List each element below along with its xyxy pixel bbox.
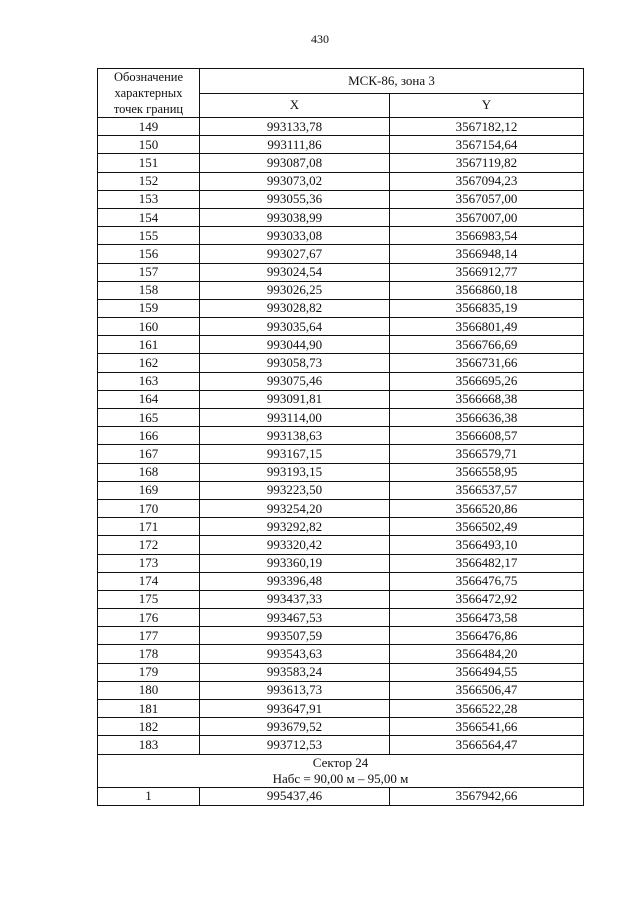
sector-heading <box>98 754 584 787</box>
point-number-cell: 157 <box>98 263 200 281</box>
point-number-cell: 176 <box>98 609 200 627</box>
point-number-cell: 172 <box>98 536 200 554</box>
point-number-cell: 158 <box>98 281 200 299</box>
y-coordinate-cell: 3567094,23 <box>390 172 584 190</box>
y-coordinate-cell: 3566506,47 <box>390 681 584 699</box>
x-coordinate-cell: 993583,24 <box>200 663 390 681</box>
point-number-cell: 1 <box>98 787 200 805</box>
y-coordinate-cell: 3567182,12 <box>390 118 584 136</box>
point-number-cell: 160 <box>98 318 200 336</box>
y-coordinate-cell: 3566484,20 <box>390 645 584 663</box>
point-number-cell: 153 <box>98 190 200 208</box>
y-coordinate-cell: 3566835,19 <box>390 299 584 317</box>
point-number-cell: 166 <box>98 427 200 445</box>
x-coordinate-cell: 993320,42 <box>200 536 390 554</box>
x-coordinate-cell: 993028,82 <box>200 299 390 317</box>
x-coordinate-cell: 993111,86 <box>200 136 390 154</box>
designation-line-1: Обозначение <box>113 70 184 84</box>
point-number-cell: 174 <box>98 572 200 590</box>
x-coordinate-cell: 993193,15 <box>200 463 390 481</box>
x-coordinate-cell: 993712,53 <box>200 736 390 754</box>
y-coordinate-cell: 3567007,00 <box>390 208 584 226</box>
x-column-header: X <box>200 93 390 118</box>
table-row <box>98 445 584 463</box>
table-row <box>98 299 584 317</box>
table-row <box>98 536 584 554</box>
page-number: 430 <box>311 32 329 46</box>
point-number-cell: 161 <box>98 336 200 354</box>
sector-table-body <box>98 787 584 805</box>
point-number-cell: 168 <box>98 463 200 481</box>
x-coordinate-cell: 993167,15 <box>200 445 390 463</box>
point-number-cell: 159 <box>98 299 200 317</box>
y-coordinate-cell: 3567154,64 <box>390 136 584 154</box>
table-row <box>98 663 584 681</box>
table-row <box>98 590 584 608</box>
point-number-cell: 182 <box>98 718 200 736</box>
point-number-cell: 152 <box>98 172 200 190</box>
y-coordinate-cell: 3566668,38 <box>390 390 584 408</box>
x-coordinate-cell: 993679,52 <box>200 718 390 736</box>
point-number-cell: 177 <box>98 627 200 645</box>
point-number-cell: 167 <box>98 445 200 463</box>
table-row <box>98 372 584 390</box>
x-coordinate-cell: 993467,53 <box>200 609 390 627</box>
point-number-cell: 175 <box>98 590 200 608</box>
x-coordinate-cell: 993114,00 <box>200 409 390 427</box>
y-coordinate-cell: 3566608,57 <box>390 427 584 445</box>
table-row <box>98 572 584 590</box>
designation-line-2: характерных <box>114 86 183 100</box>
y-coordinate-cell: 3566502,49 <box>390 518 584 536</box>
x-coordinate-cell: 993035,64 <box>200 318 390 336</box>
point-number-cell: 162 <box>98 354 200 372</box>
point-number-cell: 170 <box>98 499 200 517</box>
x-coordinate-cell: 993223,50 <box>200 481 390 499</box>
point-number-cell: 149 <box>98 118 200 136</box>
table-row <box>98 245 584 263</box>
table-row <box>98 409 584 427</box>
x-coordinate-cell: 993396,48 <box>200 572 390 590</box>
table-row <box>98 281 584 299</box>
x-coordinate-cell: 993254,20 <box>200 499 390 517</box>
y-coordinate-cell: 3566695,26 <box>390 372 584 390</box>
x-coordinate-cell: 993075,46 <box>200 372 390 390</box>
x-coordinate-cell: 993027,67 <box>200 245 390 263</box>
y-coordinate-cell: 3567942,66 <box>390 787 584 805</box>
designation-line-3: точек границ <box>113 102 184 116</box>
table-row <box>98 318 584 336</box>
y-coordinate-cell: 3566636,38 <box>390 409 584 427</box>
y-coordinate-cell: 3566766,69 <box>390 336 584 354</box>
y-coordinate-cell: 3567057,00 <box>390 190 584 208</box>
table-row <box>98 427 584 445</box>
table-row <box>98 645 584 663</box>
x-coordinate-cell: 993360,19 <box>200 554 390 572</box>
y-coordinate-cell: 3566731,66 <box>390 354 584 372</box>
point-number-cell: 179 <box>98 663 200 681</box>
table-row <box>98 718 584 736</box>
y-coordinate-cell: 3566476,86 <box>390 627 584 645</box>
table-row <box>98 390 584 408</box>
x-coordinate-cell: 993133,78 <box>200 118 390 136</box>
x-coordinate-cell: 993292,82 <box>200 518 390 536</box>
table-row <box>98 627 584 645</box>
point-number-cell: 155 <box>98 227 200 245</box>
table-row <box>98 208 584 226</box>
table-row <box>98 681 584 699</box>
coordinates-table <box>97 68 584 806</box>
x-coordinate-cell: 993026,25 <box>200 281 390 299</box>
table-row <box>98 118 584 136</box>
y-coordinate-cell: 3566564,47 <box>390 736 584 754</box>
point-number-cell: 151 <box>98 154 200 172</box>
y-coordinate-cell: 3566541,66 <box>390 718 584 736</box>
table-row <box>98 136 584 154</box>
x-coordinate-cell: 993647,91 <box>200 700 390 718</box>
y-coordinate-cell: 3566801,49 <box>390 318 584 336</box>
table-row <box>98 736 584 754</box>
point-number-cell: 156 <box>98 245 200 263</box>
x-coordinate-cell: 993024,54 <box>200 263 390 281</box>
y-coordinate-cell: 3566473,58 <box>390 609 584 627</box>
table-row <box>98 354 584 372</box>
x-coordinate-cell: 993543,63 <box>200 645 390 663</box>
designation-header <box>98 69 200 118</box>
y-coordinate-cell: 3566983,54 <box>390 227 584 245</box>
table-row <box>98 172 584 190</box>
point-number-cell: 181 <box>98 700 200 718</box>
point-number-cell: 163 <box>98 372 200 390</box>
table-row <box>98 499 584 517</box>
point-number-cell: 154 <box>98 208 200 226</box>
point-number-cell: 171 <box>98 518 200 536</box>
coordinate-system-header: МСК-86, зона 3 <box>200 69 584 94</box>
table-row <box>98 787 584 805</box>
table-body <box>98 118 584 755</box>
y-coordinate-cell: 3566537,57 <box>390 481 584 499</box>
x-coordinate-cell: 993613,73 <box>200 681 390 699</box>
point-number-cell: 183 <box>98 736 200 754</box>
x-coordinate-cell: 993437,33 <box>200 590 390 608</box>
sector-section <box>98 754 584 787</box>
table-row <box>98 463 584 481</box>
table-row <box>98 554 584 572</box>
point-number-cell: 173 <box>98 554 200 572</box>
x-coordinate-cell: 993044,90 <box>200 336 390 354</box>
y-coordinate-cell: 3566558,95 <box>390 463 584 481</box>
x-coordinate-cell: 993033,08 <box>200 227 390 245</box>
point-number-cell: 165 <box>98 409 200 427</box>
y-coordinate-cell: 3566948,14 <box>390 245 584 263</box>
point-number-cell: 150 <box>98 136 200 154</box>
table-row <box>98 700 584 718</box>
table-row <box>98 336 584 354</box>
x-coordinate-cell: 993507,59 <box>200 627 390 645</box>
point-number-cell: 164 <box>98 390 200 408</box>
x-coordinate-cell: 993138,63 <box>200 427 390 445</box>
x-coordinate-cell: 993058,73 <box>200 354 390 372</box>
y-coordinate-cell: 3566472,92 <box>390 590 584 608</box>
sector-height-range: Набс = 90,00 м – 95,00 м <box>272 770 409 786</box>
x-coordinate-cell: 993038,99 <box>200 208 390 226</box>
point-number-cell: 169 <box>98 481 200 499</box>
x-coordinate-cell: 993091,81 <box>200 390 390 408</box>
sector-title: Сектор 24 <box>312 754 369 770</box>
y-coordinate-cell: 3567119,82 <box>390 154 584 172</box>
y-column-header: Y <box>390 93 584 118</box>
x-coordinate-cell: 995437,46 <box>200 787 390 805</box>
x-coordinate-cell: 993073,02 <box>200 172 390 190</box>
y-coordinate-cell: 3566860,18 <box>390 281 584 299</box>
y-coordinate-cell: 3566493,10 <box>390 536 584 554</box>
table-row <box>98 263 584 281</box>
x-coordinate-cell: 993087,08 <box>200 154 390 172</box>
table-row <box>98 227 584 245</box>
y-coordinate-cell: 3566494,55 <box>390 663 584 681</box>
y-coordinate-cell: 3566912,77 <box>390 263 584 281</box>
table-header <box>98 69 584 118</box>
y-coordinate-cell: 3566476,75 <box>390 572 584 590</box>
point-number-cell: 180 <box>98 681 200 699</box>
x-coordinate-cell: 993055,36 <box>200 190 390 208</box>
y-coordinate-cell: 3566579,71 <box>390 445 584 463</box>
table-row <box>98 481 584 499</box>
point-number-cell: 178 <box>98 645 200 663</box>
y-coordinate-cell: 3566522,28 <box>390 700 584 718</box>
table-row <box>98 609 584 627</box>
table-row <box>98 190 584 208</box>
table-row <box>98 518 584 536</box>
y-coordinate-cell: 3566482,17 <box>390 554 584 572</box>
table-row <box>98 154 584 172</box>
y-coordinate-cell: 3566520,86 <box>390 499 584 517</box>
